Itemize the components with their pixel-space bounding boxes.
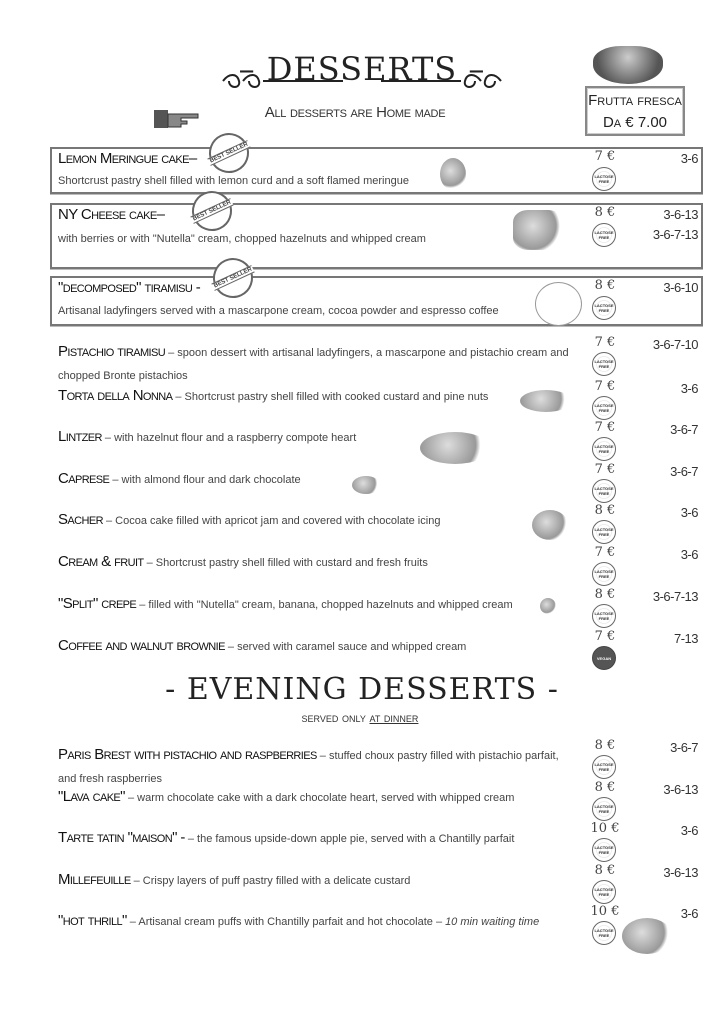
lactose-free-badge-icon: LACTOSE FREE <box>592 797 616 821</box>
item-allergens: 3-6-13 <box>663 782 698 797</box>
item-allergens: 3-6-7-13 <box>652 227 698 242</box>
dash-separator: – <box>316 750 329 762</box>
item-allergens: 3-6-7 <box>670 464 698 479</box>
torta-image <box>520 390 572 412</box>
menu-item <box>58 385 578 408</box>
menu-item <box>58 827 578 850</box>
item-price: 8 € <box>594 205 616 220</box>
item-price: 7 € <box>594 420 616 435</box>
dash-separator: – <box>109 474 122 486</box>
menu-item <box>58 426 578 449</box>
dash-separator: – <box>224 641 238 653</box>
subtitle-underlined: at dinner <box>369 710 419 725</box>
fresh-fruit-label: Frutta fresca <box>588 92 682 109</box>
item-description: filled with "Nutella" cream, banana, chopped hazelnuts and whipped cream <box>148 599 513 611</box>
lactose-free-badge-icon: LACTOSE FREE <box>592 755 616 779</box>
subtitle-prefix: served only <box>301 710 366 725</box>
item-allergens: 3-6 <box>680 547 698 562</box>
lactose-free-badge-icon: LACTOSE FREE <box>592 479 616 503</box>
menu-item <box>58 910 578 933</box>
sacher-image <box>532 510 568 540</box>
lactose-free-badge-icon: LACTOSE FREE <box>592 562 616 586</box>
page-title: – DESSERTS – <box>238 50 486 88</box>
item-name: Millefeuille <box>58 871 131 888</box>
item-allergens: 3-6-7-13 <box>652 589 698 604</box>
menu-item <box>58 468 578 491</box>
berries-image <box>420 432 490 464</box>
item-allergens: 3-6 <box>680 823 698 838</box>
fresh-fruit-box <box>585 86 685 136</box>
fresh-fruit-price: Da € 7.00 <box>602 114 668 131</box>
fruit-basket-image <box>593 46 663 84</box>
dash-separator: – <box>184 833 198 845</box>
waiting-time-note: 10 min waiting time <box>445 916 540 928</box>
menu-item <box>58 786 578 809</box>
dash-separator: – <box>124 792 138 804</box>
item-name: Paris Brest with pistachio and raspberries <box>58 746 317 763</box>
item-description: Shortcrust pastry shell filled with custard and fresh fruits <box>155 557 428 569</box>
lactose-free-badge-icon: LACTOSE FREE <box>592 437 616 461</box>
dash-separator: – <box>101 432 115 444</box>
best-seller-label: BEST SELLER <box>212 266 253 290</box>
menu-item <box>58 635 578 658</box>
menu-item <box>58 341 578 387</box>
vegan-badge-icon: VEGAN <box>592 646 616 670</box>
dash-separator: – <box>172 391 185 403</box>
lactose-free-badge-icon: LACTOSE FREE <box>592 352 616 376</box>
item-price: 8 € <box>594 780 616 795</box>
dash-separator: – <box>130 875 143 887</box>
lactose-free-badge-icon: LACTOSE FREE <box>592 167 616 191</box>
item-price: 10 € <box>590 821 620 836</box>
item-name: Pistachio tiramisu <box>58 343 166 360</box>
item-name: Sacher <box>58 511 103 528</box>
item-description: Crispy layers of puff pastry filled with a delicate custard <box>142 875 411 887</box>
item-name: "Lava cake" <box>58 788 125 805</box>
evening-section-title: - EVENING DESSERTS - <box>165 672 559 707</box>
lactose-free-badge-icon: LACTOSE FREE <box>592 396 616 420</box>
item-price: 7 € <box>594 149 616 164</box>
cheesecake-image <box>513 210 563 250</box>
item-price: 8 € <box>594 503 616 518</box>
lemon-image <box>440 158 466 190</box>
blueberries-image <box>540 598 556 614</box>
item-description: with berries or with "Nutella" cream, chopped hazelnuts and whipped cream <box>58 233 426 245</box>
item-description: the famous upside-down apple pie, served with a Chantilly parfait <box>197 833 515 845</box>
item-description: served with caramel sauce and whipped cream <box>237 641 467 653</box>
item-name: "hot thrill" <box>58 912 127 929</box>
item-name: "decomposed" tiramisu - <box>58 279 201 296</box>
dash-separator: – <box>165 347 178 359</box>
item-description: Shortcrust pastry shell filled with cooked custard and pine nuts <box>184 391 489 403</box>
item-price: 7 € <box>594 629 616 644</box>
item-price: 8 € <box>594 587 616 602</box>
item-allergens: 3-6 <box>680 381 698 396</box>
ornament-right-icon <box>376 72 506 90</box>
item-name: Lintzer <box>58 428 102 445</box>
lactose-free-badge-icon: LACTOSE FREE <box>592 880 616 904</box>
item-allergens: 3-6 <box>680 505 698 520</box>
item-name: Tarte tatin "maison" - <box>58 829 185 846</box>
lactose-free-badge-icon: LACTOSE FREE <box>592 520 616 544</box>
item-price: 7 € <box>594 462 616 477</box>
item-description: with almond flour and dark chocolate <box>121 474 301 486</box>
best-seller-label: BEST SELLER <box>191 199 233 223</box>
item-name: Caprese <box>58 470 110 487</box>
item-description: Artisanal cream puffs with Chantilly parfait and hot chocolate – <box>138 916 443 928</box>
lactose-free-badge-icon: LACTOSE FREE <box>592 223 616 247</box>
item-allergens: 3-6 <box>680 151 698 166</box>
item-description: stuffed choux pastry filled with pistachio parfait, and fresh raspberries <box>58 750 559 785</box>
item-allergens: 3-6-7-10 <box>652 337 698 352</box>
cream-puffs-image <box>622 918 672 954</box>
menu-item <box>58 551 578 574</box>
item-price: 8 € <box>594 278 616 293</box>
menu-item <box>58 509 578 532</box>
tiramisu-jar-image <box>535 282 582 326</box>
item-allergens: 3-6-13 <box>663 865 698 880</box>
item-name: Lemon Meringue cake– <box>58 150 197 167</box>
item-price: 7 € <box>594 545 616 560</box>
lactose-free-badge-icon: LACTOSE FREE <box>592 296 616 320</box>
item-description: spoon dessert with artisanal ladyfingers, a mascarpone and pistachio cream and chopped Bronte pistachios <box>58 347 569 382</box>
item-allergens: 7-13 <box>673 631 698 646</box>
item-name: Coffee and walnut brownie <box>58 637 225 654</box>
item-description: warm chocolate cake with a dark chocolate heart, served with whipped cream <box>137 792 515 804</box>
dash-separator: – <box>143 557 156 569</box>
item-description: Artisanal ladyfingers served with a mascarpone cream, cocoa powder and espresso coffee <box>58 305 499 317</box>
caprese-image <box>352 476 380 494</box>
menu-item <box>58 869 578 892</box>
item-allergens: 3-6-7 <box>670 740 698 755</box>
item-allergens: 3-6-10 <box>663 280 698 295</box>
dash-separator: – <box>102 515 116 527</box>
item-price: 8 € <box>594 738 616 753</box>
item-allergens: 3-6-7 <box>670 422 698 437</box>
item-allergens: 3-6-13 <box>663 207 698 222</box>
pointing-hand-icon <box>153 106 205 130</box>
item-description: with hazelnut flour and a raspberry compote heart <box>114 432 357 444</box>
lactose-free-badge-icon: LACTOSE FREE <box>592 604 616 628</box>
dash-separator: – <box>126 916 139 928</box>
item-name: NY Cheese cake– <box>58 206 165 223</box>
item-price: 7 € <box>594 335 616 350</box>
menu-item <box>58 744 578 790</box>
subtitle: All desserts are Home made <box>264 104 446 121</box>
item-price: 8 € <box>594 863 616 878</box>
item-description: Cocoa cake filled with apricot jam and covered with chocolate icing <box>115 515 441 527</box>
menu-item <box>58 593 578 616</box>
item-name: Cream & fruit <box>58 553 144 570</box>
dash-separator: – <box>136 599 149 611</box>
item-price: 10 € <box>590 904 620 919</box>
lactose-free-badge-icon: LACTOSE FREE <box>592 838 616 862</box>
lactose-free-badge-icon: LACTOSE FREE <box>592 921 616 945</box>
item-description: Shortcrust pastry shell filled with lemon curd and a soft flamed meringue <box>58 175 409 187</box>
item-price: 7 € <box>594 379 616 394</box>
item-name: Torta della Nonna <box>58 387 173 404</box>
item-allergens: 3-6 <box>680 906 698 921</box>
best-seller-label: BEST SELLER <box>209 141 250 165</box>
item-name: "Split" crepe <box>58 595 137 612</box>
evening-section-subtitle <box>230 710 490 725</box>
ornament-left-icon <box>218 72 348 90</box>
